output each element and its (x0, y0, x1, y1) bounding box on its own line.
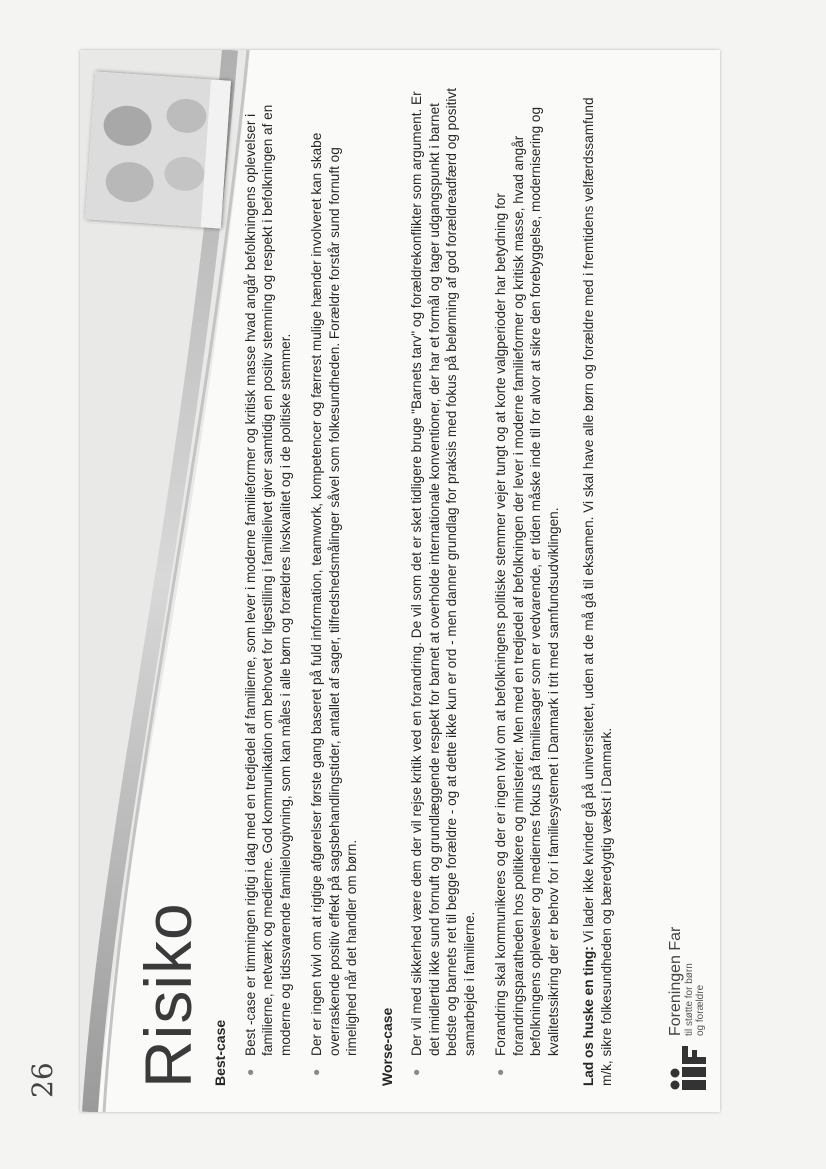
logo-tagline-1: til støtte for børn (684, 963, 695, 1036)
bullet-icon: ● (493, 1068, 507, 1076)
logo-tagline-2: og forældre (695, 984, 706, 1036)
closing-bold: Lad os huske en ting: (581, 946, 596, 1086)
bullet-icon: ● (242, 1068, 257, 1076)
page-number: 26 (26, 1062, 59, 1098)
list-item: ● Der vil med sikkerhed være dem der vil rejse kritik ved en forandring. De vil som det er sket tidligere bruge "Barnets tarv" og forældrekonflikter som argument. Er det imidlertid ikke sund fornuft og grundlæggende respekt for barnet at overholde internationale konventioner, der har et formål og tager udgangspunkt i barnet bedste og barnets ret til begge forældre - og at dette ikke kun er ord - men danner grundlag for praksis med fokus på belønning af god forældreadfærd og positivt samarbejde i familierne. (409, 88, 477, 1076)
bullet-icon: ● (409, 1068, 423, 1076)
list-item: ● Best -case er timmingen rigtig i dag med en tredjedel af familierne, som lever i moderne familieformer og kritisk masse hvad angår befolkningens oplevelser i familierne, netværk og medierne. God kommunikation om behovet for ligestilling i familielivet giver samtidig en positiv stemning og respekt i befolkningen af en moderne og tidssvarende familielovgivning, som kan måles i alle børn og forældres livskvalitet og i de politiske stemmer. (242, 104, 293, 1076)
list-item: ● Der er ingen tvivl om at rigtige afgørelser første gang baseret på fuld information, teamwork, kompetencer og færrest mulige hænder involveret kan skabe overraskende positiv effekt på sagsbehandlingstider, antallet af sager, tilfredshedsmålinger såvel som folkesundheden. Forældre forstår sund fornuft og rimelighed når det handler om børn. (309, 132, 359, 1076)
logo-text (667, 927, 706, 1036)
presentation-slide (80, 50, 720, 1112)
foreningen-far-logo (667, 927, 706, 1092)
bullet-icon: ● (309, 1068, 323, 1076)
logo-name: Foreningen Far (667, 926, 684, 1036)
logo-mark-icon (670, 1044, 706, 1092)
list-item: ● Forandring skal kommunikeres og der er ingen tvivl om at befolkningens politiske stemmer vejer tungt og at korte valgperioder har betydning for forandringsparatheden hos politikere og ministerier. Men med en tredjedel af befolkningen der lever i moderne familieformer og kritisk masse, hvad angår befolkningens oplevelser og mediernes fokus på familiesager som er vedvarende, er tiden måske inde til for alvor at sikre den forebyggelse, modernisering og kvalitetssikring der er behov for i familiesystemet i Danmark i trit med samfundsudviklingen. (493, 106, 561, 1076)
slide-title: Risiko (131, 902, 205, 1088)
worse-case-list (408, 86, 562, 1086)
slide-content (212, 86, 615, 1086)
closing-text: Vi lader ikke kvinder gå på universitetet, uden at de må gå til eksamen. Vi skal have alle børn og forældre med i fremtidens velfærdssamfund m/k, sikre folkesundheden og bæredygtig vækst i Danmark. (581, 97, 614, 1086)
closing-statement (580, 86, 615, 1086)
best-case-heading: Best-case (212, 1019, 228, 1086)
best-case-list (242, 86, 361, 1086)
worse-case-heading: Worse-case (378, 1007, 395, 1086)
family-photo (85, 71, 231, 228)
